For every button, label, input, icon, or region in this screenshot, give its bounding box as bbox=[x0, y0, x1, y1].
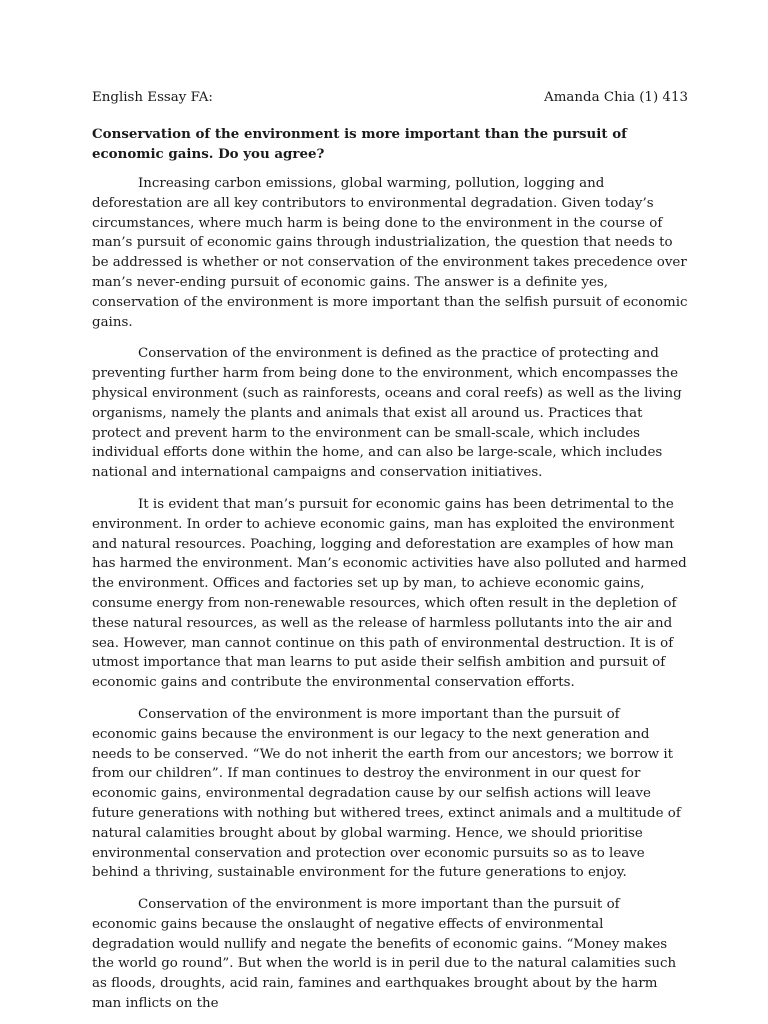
essay-paragraph-4: Conservation of the environment is more important than the pursuit of economic gains because the environment is our legacy to the next generation and needs to be conserved. “We do not inherit the earth from our ancestors; we borrow it from our children”. If man continues to destroy the environment in our quest for economic gains, environmental degradation cause by our selfish actions will leave future generations with nothing but withered trees, extinct animals and a multitude of natural calamities brought about by global warming. Hence, we should prioritise environmental conservation and protection over economic pursuits so as to leave behind a thriving, sustainable environment for the future generations to enjoy. bbox=[92, 706, 681, 881]
course-label: English Essay FA: bbox=[92, 90, 213, 105]
essay-paragraph-3: It is evident that man’s pursuit for economic gains has been detrimental to the environment. In order to achieve economic gains, man has exploited the environment and natural resources. Poaching, logging and deforestation are examples of how man has harmed the environment. Man’s economic activities have also polluted and harmed the environment. Offices and factories set up by man, to achieve economic gains, consume energy from non-renewable resources, which often result in the depletion of these natural resources, as well as the release of harmless pollutants into the air and sea. However, man cannot continue on this path of environmental destruction. It is of utmost importance that man learns to put aside their selfish ambition and pursuit of economic gains and contribute the environmental conservation efforts. bbox=[92, 496, 687, 691]
author-label: Amanda Chia (1) 413 bbox=[544, 90, 688, 105]
essay-paragraph-5: Conservation of the environment is more important than the pursuit of economic gains because the onslaught of negative effects of environmental degradation would nullify and negate the benefits of economic gains. “Money makes the world go round”. But when the world is in peril due to the natural calamities such as floods, droughts, acid rain, famines and earthquakes brought about by the harm man inflicts on the bbox=[92, 897, 677, 1012]
essay-paragraph-2: Conservation of the environment is defined as the practice of protecting and preventing further harm from being done to the environment, which encompasses the physical environment (such as rainforests, oceans and coral reefs) as well as the living organisms, namely the plants and animals that exist all around us. Practices that protect and prevent harm to the environment can be small-scale, which includes individual efforts done within the home, and can also be large-scale, which includes national and international campaigns and conservation initiatives. bbox=[92, 346, 682, 481]
document-header bbox=[92, 88, 688, 108]
essay-question: Conservation of the environment is more important than the pursuit of economic gains. Do you agree? bbox=[92, 126, 627, 162]
essay-paragraph-1: Increasing carbon emissions, global warming, pollution, logging and deforestation are all key contributors to environmental degradation. Given today’s circumstances, where much harm is being done to the environment in the course of man’s pursuit of economic gains through industrialization, the question that needs to be addressed is whether or not conservation of the environment takes precedence over man’s never-ending pursuit of economic gains. The answer is a definite yes, conservation of the environment is more important than the selfish pursuit of economic gains. bbox=[92, 176, 688, 330]
